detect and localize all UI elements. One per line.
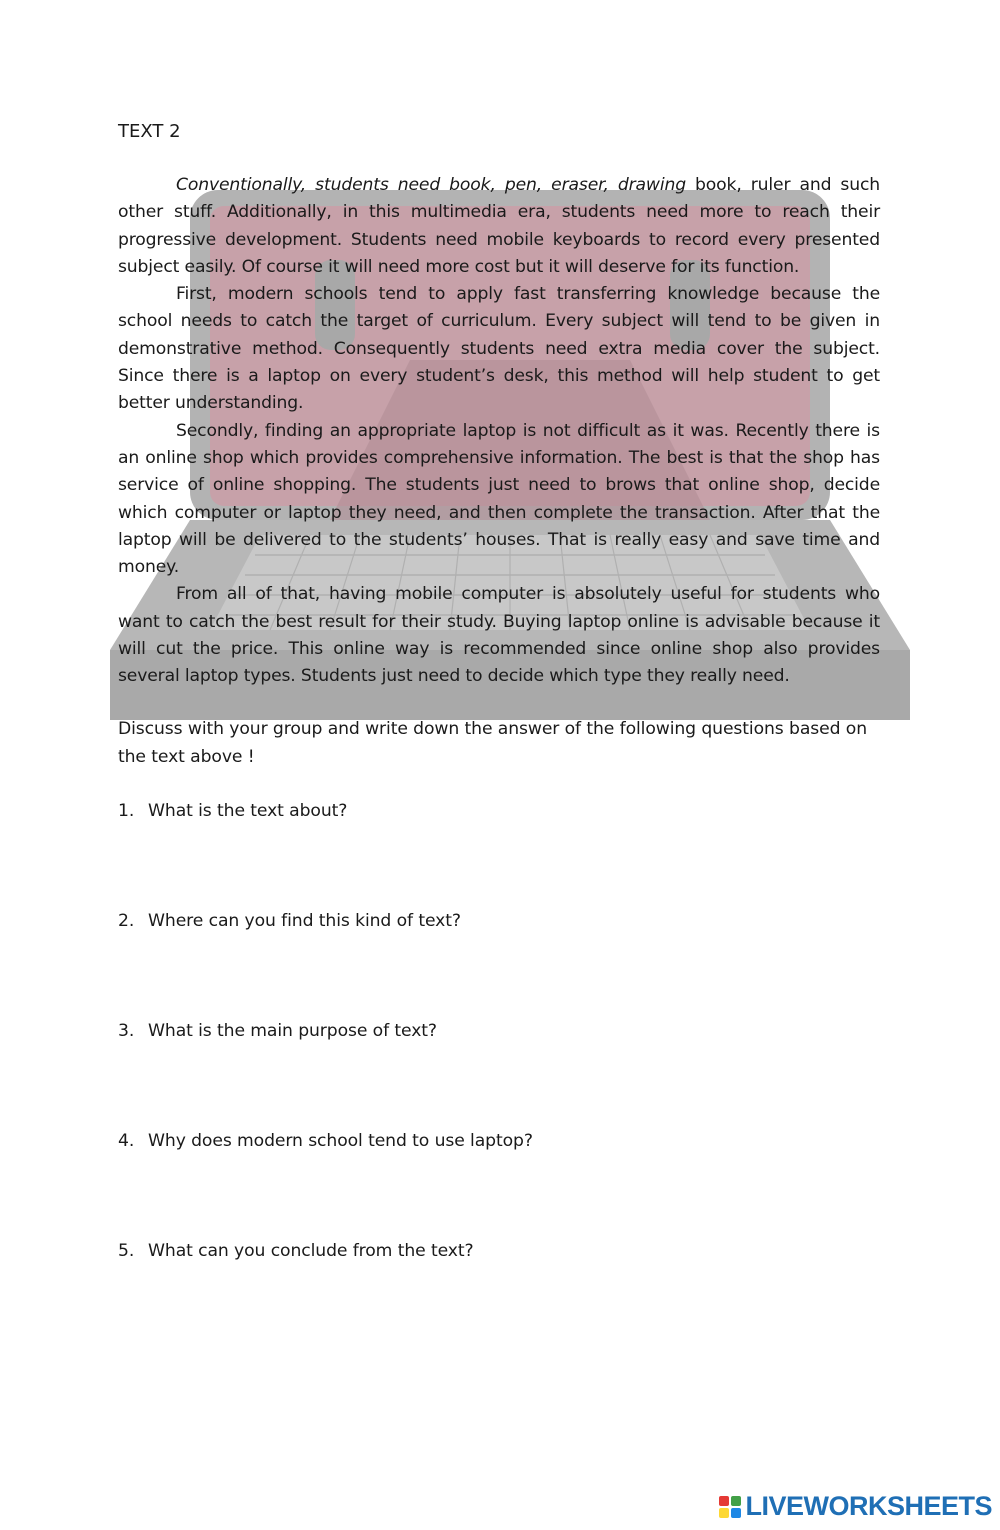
question-2-text: Where can you find this kind of text? <box>148 910 461 931</box>
question-4-number: 4. <box>118 1130 135 1151</box>
paragraph-2 <box>118 281 880 417</box>
question-4 <box>118 1127 880 1237</box>
paragraph-3 <box>118 418 880 582</box>
paragraph-1-italic-lead: Conventionally, students need book, pen, eraser, drawing <box>176 175 686 195</box>
question-5-number: 5. <box>118 1240 135 1261</box>
question-2 <box>118 907 880 1017</box>
question-2-number: 2. <box>118 910 135 931</box>
paragraph-2-body: First, modern schools tend to apply fast transferring knowledge because the school needs to catch the target of curriculum. Every subject will tend to be given in demonstrative method. Consequently students need extra media cover the subject. Since there is a laptop on every student’s desk, this method will help student to get better understanding. <box>118 284 880 414</box>
question-5 <box>118 1237 880 1347</box>
liveworksheets-logo-icon <box>719 1496 741 1518</box>
paragraph-1 <box>118 172 880 281</box>
question-5-text: What can you conclude from the text? <box>148 1240 474 1261</box>
instruction-text: Discuss with your group and write down the answer of the following questions based on the text above ! <box>118 718 867 767</box>
liveworksheets-watermark <box>719 1491 992 1522</box>
liveworksheets-logo-text: LIVEWORKSHEETS <box>745 1491 992 1521</box>
paragraph-4-body: From all of that, having mobile computer is absolutely useful for students who want to catch the best result for their study. Buying laptop online is advisable because it will cut the price. This online way is recommended since online shop also provides several laptop types. Students just need to decide which type they really need. <box>118 584 880 687</box>
question-1-number: 1. <box>118 800 135 821</box>
question-3-text: What is the main purpose of text? <box>148 1020 437 1041</box>
text-heading: TEXT 2 <box>118 121 181 142</box>
logo-square-green <box>731 1496 741 1506</box>
paragraph-1-body: book, ruler and such other stuff. Additionally, in this multimedia era, students need more to reach their progressive development. Students need mobile keyboards to record every presented subject easily. Of course it will need more cost but it will deserve for its function. <box>118 175 881 277</box>
logo-square-blue <box>731 1508 741 1518</box>
question-1-text: What is the text about? <box>148 800 348 821</box>
question-4-text: Why does modern school tend to use laptop? <box>148 1130 533 1151</box>
question-1 <box>118 797 880 907</box>
paragraph-3-body: Secondly, finding an appropriate laptop is not difficult as it was. Recently there is an online shop which provides comprehensive information. The best is that the shop has service of online shopping. The students just need to brows that online shop, decide which computer or laptop they need, and then complete the transaction. After that the laptop will be delivered to the students’ houses. That is really easy and save time and money. <box>118 420 880 578</box>
paragraph-4 <box>118 581 880 690</box>
logo-square-yellow <box>719 1508 729 1518</box>
logo-square-red <box>719 1496 729 1506</box>
worksheet-content <box>118 118 880 1347</box>
question-3 <box>118 1017 880 1127</box>
question-3-number: 3. <box>118 1020 135 1041</box>
